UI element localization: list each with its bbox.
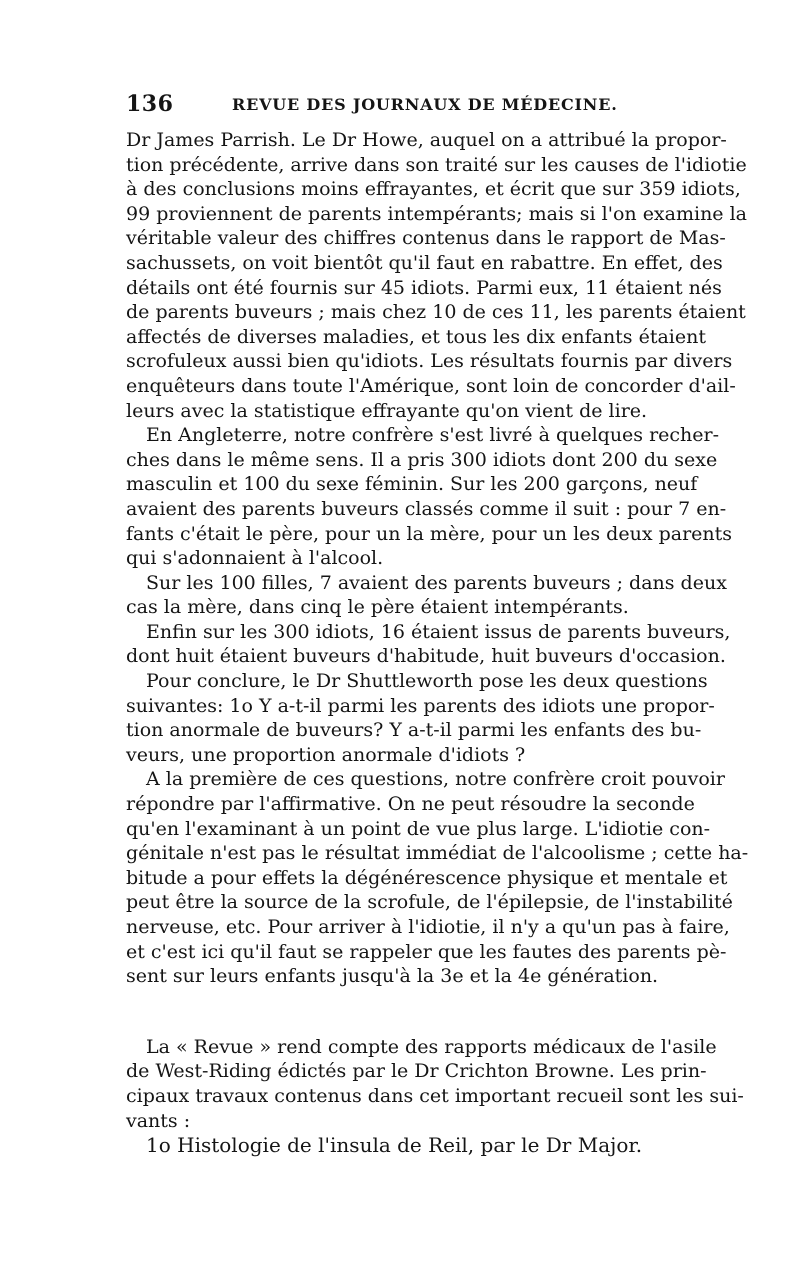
text-line: cas la mère, dans cinq le père étaient intempérants. xyxy=(126,596,629,619)
text-block-asylum-report xyxy=(126,1035,744,1133)
section-gap xyxy=(126,989,674,1035)
text-line: qui s'adonnaient à l'alcool. xyxy=(126,547,384,570)
text-line: répondre par l'affirmative. On ne peut résoudre la seconde xyxy=(126,793,695,816)
text-line: avaient des parents buveurs classés comme il suit : pour 7 en- xyxy=(126,497,727,520)
text-line: de West-Riding édictés par le Dr Crichton Browne. Les prin- xyxy=(126,1060,707,1083)
text-line: En Angleterre, notre confrère s'est livré à quelques recher- xyxy=(146,424,720,447)
text-line: Enfin sur les 300 idiots, 16 étaient issus de parents buveurs, xyxy=(146,620,731,643)
text-line: qu'en l'examinant à un point de vue plus large. L'idiotie con- xyxy=(126,817,711,840)
text-line: ches dans le même sens. Il a pris 300 idiots dont 200 du sexe xyxy=(126,448,718,471)
text-line: à des conclusions moins effrayantes, et écrit que sur 359 idiots, xyxy=(126,178,741,201)
text-line: masculin et 100 du sexe féminin. Sur les 200 garçons, neuf xyxy=(126,473,698,496)
text-line: détails ont été fournis sur 45 idiots. Parmi eux, 11 étaient nés xyxy=(126,276,722,299)
text-line: Pour conclure, le Dr Shuttleworth pose les deux questions xyxy=(146,670,708,693)
text-line: vants : xyxy=(126,1109,191,1132)
text-line: peut être la source de la scrofule, de l'épilepsie, de l'instabilité xyxy=(126,891,733,914)
text-line: et c'est ici qu'il faut se rappeler que les fautes des parents pè- xyxy=(126,940,727,963)
text-line: bitude a pour effets la dégénérescence physique et mentale et xyxy=(126,866,728,889)
text-line: fants c'était le père, pour un la mère, pour un les deux parents xyxy=(126,522,733,545)
text-line: tion précédente, arrive dans son traité sur les causes de l'idiotie xyxy=(126,153,747,176)
text-line: suivantes: 1o Y a-t-il parmi les parents des idiots une propor- xyxy=(126,694,715,717)
text-line: génitale n'est pas le résultat immédiat de l'alcoolisme ; cette ha- xyxy=(126,842,749,865)
text-line: cipaux travaux contenus dans cet important recueil sont les sui- xyxy=(126,1084,744,1107)
page-number: 136 xyxy=(126,91,174,117)
text-line: sent sur leurs enfants jusqu'à la 3e et la 4e génération. xyxy=(126,965,659,988)
text-line: sachussets, on voit bientôt qu'il faut en rabattre. En effet, des xyxy=(126,251,723,274)
text-line: tion anormale de buveurs? Y a-t-il parmi les enfants des bu- xyxy=(126,719,702,742)
text-line: La « Revue » rend compte des rapports médicaux de l'asile xyxy=(146,1035,717,1058)
text-line: enquêteurs dans toute l'Amérique, sont loin de concorder d'ail- xyxy=(126,374,736,397)
text-line: leurs avec la statistique effrayante qu'on vient de lire. xyxy=(126,399,648,422)
text-line: Dr James Parrish. Le Dr Howe, auquel on a attribué la propor- xyxy=(126,129,727,151)
text-line: A la première de ces questions, notre confrère croit pouvoir xyxy=(146,768,725,791)
text-block-main xyxy=(126,128,749,989)
text-line: affectés de diverses maladies, et tous les dix enfants étaient xyxy=(126,325,707,348)
page-header xyxy=(126,91,674,121)
text-line: dont huit étaient buveurs d'habitude, huit buveurs d'occasion. xyxy=(126,645,726,668)
list-item-histology: 1o Histologie de l'insula de Reil, par le Dr Major. xyxy=(146,1133,643,1158)
text-line: Sur les 100 filles, 7 avaient des parents buveurs ; dans deux xyxy=(146,571,727,594)
text-line: véritable valeur des chiffres contenus dans le rapport de Mas- xyxy=(126,227,726,250)
text-line: scrofuleux aussi bien qu'idiots. Les résultats fournis par divers xyxy=(126,350,733,373)
text-line: veurs, une proportion anormale d'idiots ? xyxy=(126,743,526,766)
text-line: de parents buveurs ; mais chez 10 de ces 11, les parents étaient xyxy=(126,301,746,324)
text-line: nerveuse, etc. Pour arriver à l'idiotie, il n'y a qu'un pas à faire, xyxy=(126,916,730,938)
text-line: 99 proviennent de parents intempérants; mais si l'on examine la xyxy=(126,202,747,225)
body-text xyxy=(126,128,749,1158)
running-head: REVUE DES JOURNAUX DE MÉDECINE. xyxy=(232,95,618,114)
